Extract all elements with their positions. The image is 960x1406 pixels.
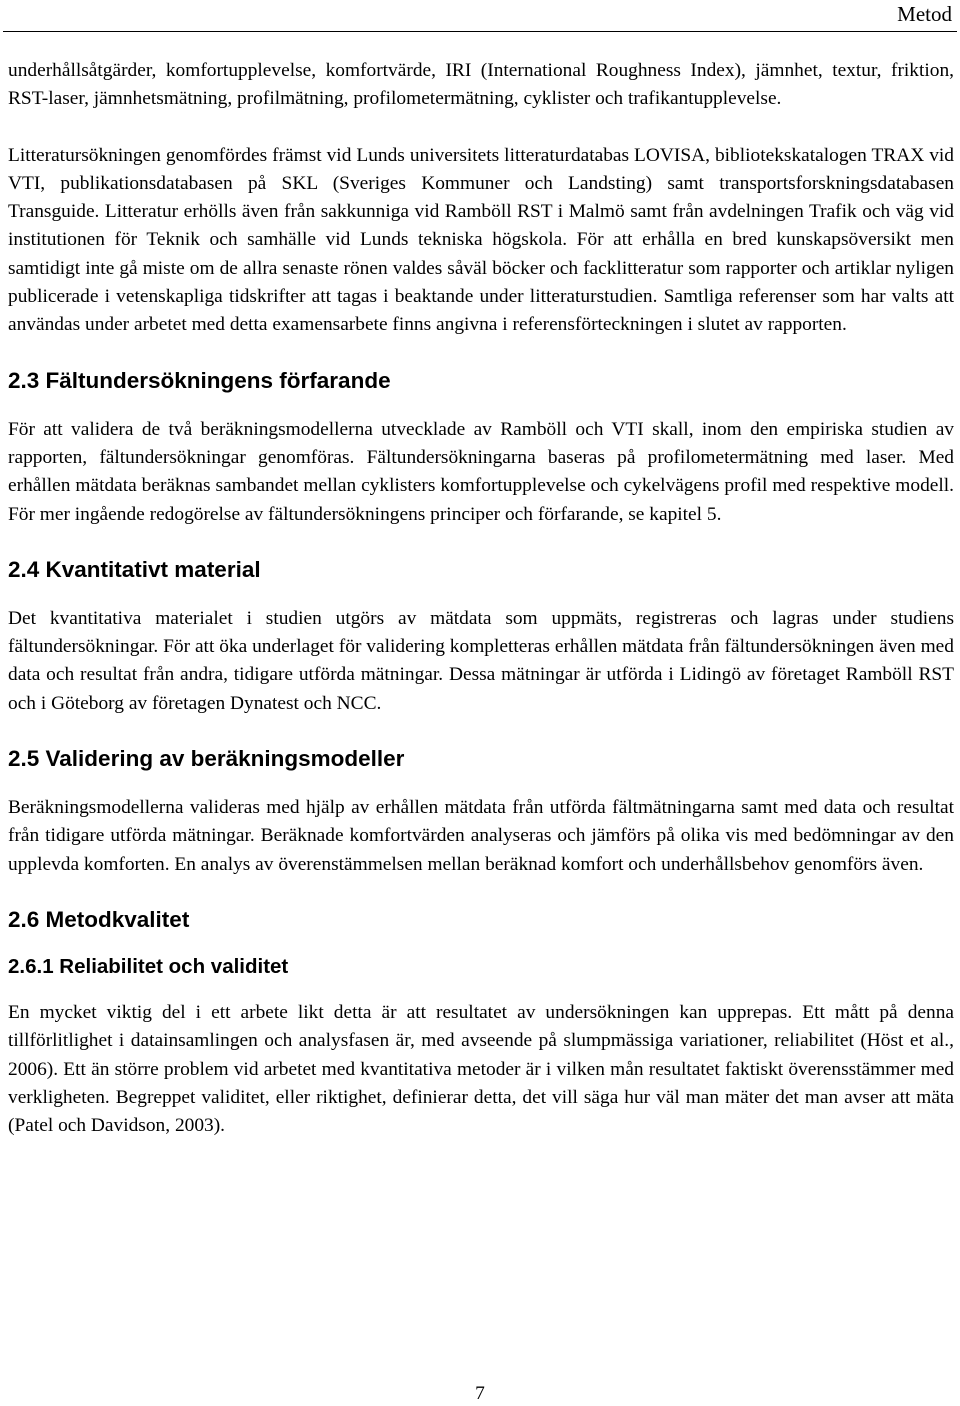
paragraph-2-4: Det kvantitativa materialet i studien utgörs av mätdata som uppmäts, registreras och lagras under studiens fältundersökningar. För att öka underlaget för validering kompletteras erhållen mätdata från fältundersökningen även med data och resultat från andra, tidigare utförda mätningar. Dessa mätningar är utförda i Lidingö av företaget Ramböll RST och i Göteborg av företagen Dynatest och NCC. xyxy=(8,607,954,714)
heading-2-6-1: 2.6.1 Reliabilitet och validitet xyxy=(8,954,289,978)
header-rule xyxy=(3,31,957,32)
heading-2-3: 2.3 Fältundersökningens förfarande xyxy=(8,367,391,393)
heading-2-6: 2.6 Metodkvalitet xyxy=(8,906,190,932)
page-number: 7 xyxy=(475,1383,485,1404)
heading-2-4: 2.4 Kvantitativt material xyxy=(8,556,261,582)
header-title: Metod xyxy=(897,2,952,26)
paragraph-literature-search: Litteratursökningen genomfördes främst vid Lunds universitets litteraturdatabas LOVISA, bibliotekskatalogen TRAX vid VTI, publikationsdatabasen på SKL (Sveriges Kommuner och Landsting) samt transportsforskningsdatabasen Transguide. Litteratur erhölls även från sakkunniga vid Ramböll RST i Malmö samt från avdelningen Trafik och väg vid institutionen för Teknik och samhälle vid Lunds tekniska högskola. För att erhålla en bred kunskapsöversikt men samtidigt inte gå miste om de allra senaste rönen valdes såväl böcker och facklitteratur som rapporter och artiklar nyligen publicerade i vetenskapliga tidskrifter att tagas i beaktande under litteraturstudien. Samtliga referenser som har valts att användas under arbetet med detta examensarbete finns angivna i referensförteckningen i slutet av rapporten. xyxy=(8,144,954,336)
paragraph-2-5: Beräkningsmodellerna valideras med hjälp av erhållen mätdata från utförda fältmätningarna samt med data och resultat från tidigare utförda mätningar. Beräknade komfortvärden analyseras och jämförs på olika vis med bedömningar av den upplevda komforten. En analys av överenstämmelsen mellan beräknad komfort och underhållsbehov genomförs även. xyxy=(8,797,954,875)
paragraph-2-3: För att validera de två beräkningsmodellerna utvecklade av Ramböll och VTI skall, inom den empiriska studien av rapporten, fältundersökningar genomföras. Fältundersökningarna baseras på profilometermätning med laser. Med erhållen mätdata beräknas sambandet mellan cyklisters komfortupplevelse och cykelvägens profil med respektive modell. För mer ingående redogörelse av fältundersökningens principer och förfarande, se kapitel 5. xyxy=(8,418,954,525)
page-body xyxy=(8,57,954,1140)
paragraph-keywords: underhållsåtgärder, komfortupplevelse, komfortvärde, IRI (International Roughness Index), jämnhet, textur, friktion, RST-laser, jämnhetsmätning, profilmätning, profilometermätning, cyklister och trafikantupplevelse. xyxy=(8,60,954,110)
paragraph-2-6-1: En mycket viktig del i ett arbete likt detta är att resultatet av undersökningen kan upprepas. Ett mått på denna tillförlitlighet i datainsamlingen och analysfasen är, med avseende på slumpmässiga variationer, reliabilitet (Höst et al., 2006). Ett än större problem vid arbetet med kvantitativa metoder är i vilken mån resultatet faktiskt överensstämmer med verkligheten. Begreppet validitet, eller riktighet, definierar detta, det vill säga hur väl man mäter det man avser att mäta (Patel och Davidson, 2003). xyxy=(8,1001,954,1137)
heading-2-5: 2.5 Validering av beräkningsmodeller xyxy=(8,746,405,772)
